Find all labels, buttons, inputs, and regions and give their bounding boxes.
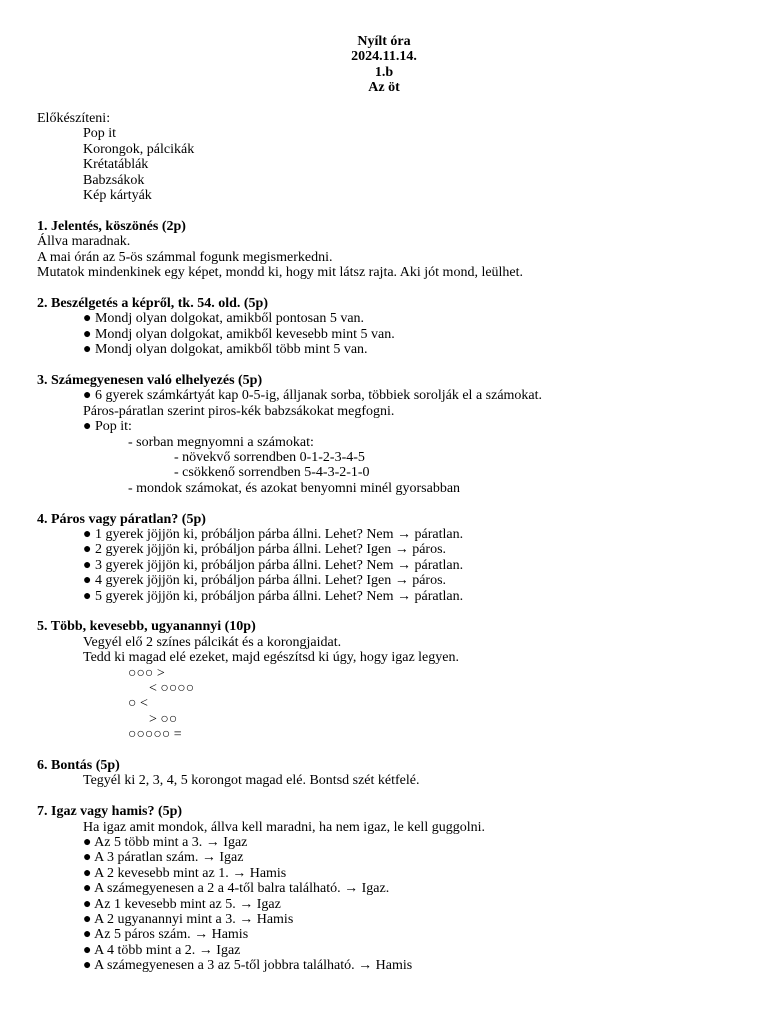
bullet-item: ● Pop it:	[83, 419, 132, 435]
section-text: Ha igaz amit mondok, állva kell maradni, ha nem igaz, le kell guggolni.	[83, 819, 485, 835]
bullet-item: ● Az 1 kevesebb mint az 5. → Igaz	[83, 896, 281, 912]
bullet-item: ● Mondj olyan dolgokat, amikből kevesebb mint 5 van.	[83, 326, 395, 342]
bullet-item: ● Mondj olyan dolgokat, amikből pontosan 5 van.	[83, 311, 365, 327]
bullet-item: ● A 3 páratlan szám. → Igaz	[83, 850, 244, 866]
document-date: 2024.11.14.	[351, 49, 417, 65]
prep-label: Előkészíteni:	[37, 111, 111, 127]
section-heading: 5. Több, kevesebb, ugyanannyi (10p)	[37, 619, 256, 635]
sub-sub-item: - növekvő sorrendben 0-1-2-3-4-5	[174, 449, 365, 465]
comparison-exercise: ○ <	[128, 696, 148, 712]
bullet-item: ● A 4 több mint a 2. → Igaz	[83, 942, 241, 958]
prep-item: Kép kártyák	[83, 188, 152, 204]
prep-item: Pop it	[83, 126, 117, 142]
bullet-item: ● 6 gyerek számkártyát kap 0-5-ig, álljanak sorba, többiek sorolják el a számokat.	[83, 388, 543, 404]
document-header	[0, 34, 768, 96]
section-heading: 7. Igaz vagy hamis? (5p)	[37, 804, 183, 820]
bullet-item: ● Az 5 páros szám. → Hamis	[83, 927, 249, 943]
section-text: Páros-páratlan szerint piros-kék babzsákokat megfogni.	[83, 403, 395, 419]
bullet-item: ● A számegyenesen a 3 az 5-től jobbra található. → Hamis	[83, 958, 413, 974]
bullet-item: ● 2 gyerek jöjjön ki, próbáljon párba állni. Lehet? Igen → páros.	[83, 542, 447, 558]
bullet-item: ● 4 gyerek jöjjön ki, próbáljon párba állni. Lehet? Igen → páros.	[83, 573, 447, 589]
bullet-item: ● 3 gyerek jöjjön ki, próbáljon párba állni. Lehet? Nem → páratlan.	[83, 557, 464, 573]
sub-item: - mondok számokat, és azokat benyomni minél gyorsabban	[128, 480, 461, 496]
comparison-exercise: ○○○ >	[128, 665, 165, 681]
section-text: Tedd ki magad elé ezeket, majd egészítsd ki úgy, hogy igaz legyen.	[83, 650, 459, 666]
bullet-item: ● 5 gyerek jöjjön ki, próbáljon párba állni. Lehet? Nem → páratlan.	[83, 588, 464, 604]
bullet-item: ● Az 5 több mint a 3. → Igaz	[83, 835, 248, 850]
prep-item: Korongok, pálcikák	[83, 141, 195, 157]
comparison-exercise: < ○○○○	[149, 680, 195, 696]
section-heading: 3. Számegyenesen való elhelyezés (5p)	[37, 372, 263, 388]
section-heading: 6. Bontás (5p)	[37, 757, 120, 773]
bullet-item: ● A 2 kevesebb mint az 1. → Hamis	[83, 865, 287, 881]
bullet-item: ● 1 gyerek jöjjön ki, próbáljon párba állni. Lehet? Nem → páratlan.	[83, 526, 464, 542]
section-heading: 2. Beszélgetés a képről, tk. 54. old. (5p)	[37, 295, 268, 311]
comparison-exercise: > ○○	[149, 711, 178, 727]
sub-item: - sorban megnyomni a számokat:	[128, 434, 314, 450]
section-heading: 4. Páros vagy páratlan? (5p)	[37, 511, 206, 527]
section-text: Tegyél ki 2, 3, 4, 5 korongot magad elé. Bontsd szét kétfelé.	[83, 773, 420, 789]
prep-item: Babzsákok	[83, 172, 145, 188]
comparison-exercise: ○○○○○ =	[128, 727, 182, 743]
document-class: 1.b	[374, 64, 394, 80]
sub-sub-item: - csökkenő sorrendben 5-4-3-2-1-0	[174, 465, 370, 481]
section-text: Vegyél elő 2 színes pálcikát és a korongjaidat.	[83, 634, 342, 650]
bullet-item: ● Mondj olyan dolgokat, amikből több mint 5 van.	[83, 342, 368, 358]
section-text: A mai órán az 5-ös számmal fogunk megismerkedni.	[37, 249, 333, 265]
section-text: Mutatok mindenkinek egy képet, mondd ki, hogy mit látsz rajta. Aki jót mond, leülhet.	[37, 265, 524, 281]
section-text: Állva maradnak.	[37, 234, 131, 250]
bullet-item: ● A 2 ugyanannyi mint a 3. → Hamis	[83, 912, 294, 928]
bullet-item: ● A számegyenesen a 2 a 4-től balra található. → Igaz.	[83, 881, 390, 897]
document-topic: Az öt	[368, 80, 400, 96]
prep-item: Krétatáblák	[83, 157, 149, 173]
document-title: Nyílt óra	[357, 34, 411, 49]
section-heading: 1. Jelentés, köszönés (2p)	[37, 218, 186, 234]
lesson-plan-document	[37, 34, 737, 974]
